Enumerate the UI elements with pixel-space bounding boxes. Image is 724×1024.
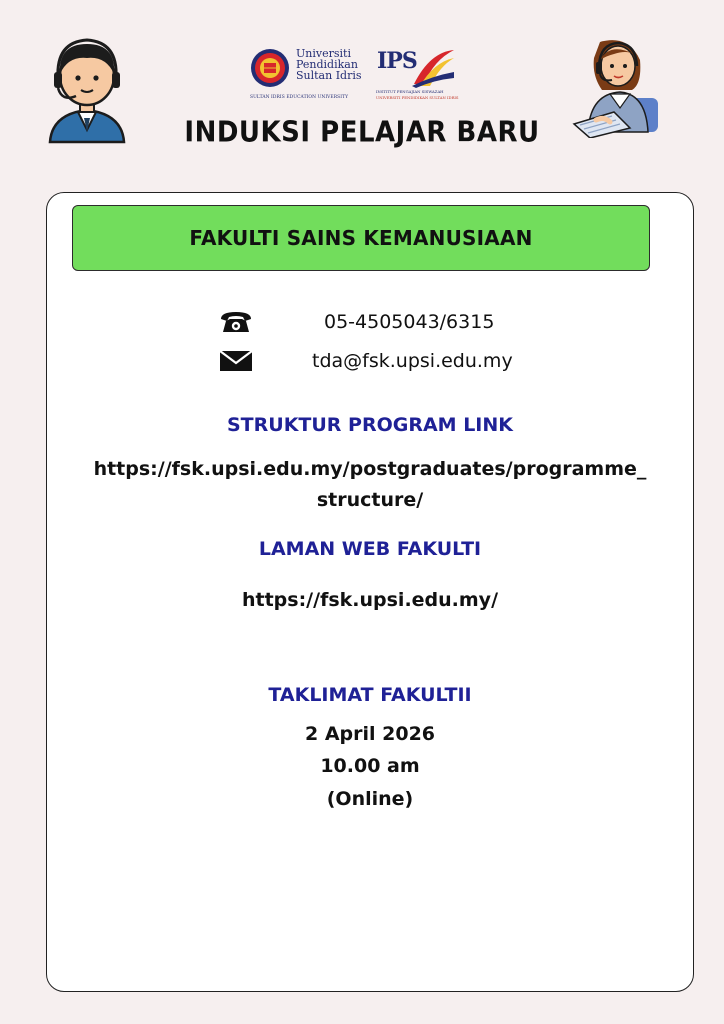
page-title: INDUKSI PELAJAR BARU	[184, 116, 540, 150]
program-structure-link[interactable]	[46, 454, 694, 516]
briefing-heading: TAKLIMAT FAKULTII	[268, 684, 472, 706]
envelope-icon	[219, 350, 253, 372]
faculty-name: FAKULTI SAINS KEMANUSIAAN	[189, 226, 533, 250]
upsi-logo	[250, 44, 364, 102]
briefing-mode: (Online)	[326, 788, 414, 810]
upsi-line1: Universiti	[296, 47, 351, 60]
upsi-line2: Pendidikan	[296, 58, 358, 71]
ips-university-subtitle: UNIVERSITI PENDIDIKAN SULTAN IDRIS	[376, 95, 459, 100]
ips-logo	[376, 46, 459, 102]
upsi-footer-text: SULTAN IDRIS EDUCATION UNIVERSITY	[250, 95, 349, 100]
briefing-date: 2 April 2026	[304, 723, 436, 745]
email-address[interactable]: tda@fsk.upsi.edu.my	[312, 350, 513, 372]
program-structure-heading: STRUKTUR PROGRAM LINK	[226, 414, 514, 436]
upsi-seal-icon	[250, 48, 290, 88]
program-structure-link-line1: https://fsk.upsi.edu.my/postgraduates/programme_	[93, 458, 647, 480]
faculty-banner	[72, 205, 650, 271]
briefing-time: 10.00 am	[320, 755, 420, 777]
phone-number: 05-4505043/6315	[324, 311, 495, 333]
faculty-website-link[interactable]: https://fsk.upsi.edu.my/	[241, 589, 499, 611]
ips-subtitle: INSTITUT PENGAJIAN SISWAZAH	[376, 89, 444, 94]
program-structure-link-line2: structure/	[316, 489, 424, 511]
ips-wordmark: IPS	[377, 48, 417, 74]
faculty-website-heading: LAMAN WEB FAKULTI	[258, 538, 482, 560]
telephone-icon	[219, 310, 253, 334]
ips-swoosh-icon	[410, 48, 456, 88]
upsi-line3: Sultan Idris	[296, 69, 362, 82]
